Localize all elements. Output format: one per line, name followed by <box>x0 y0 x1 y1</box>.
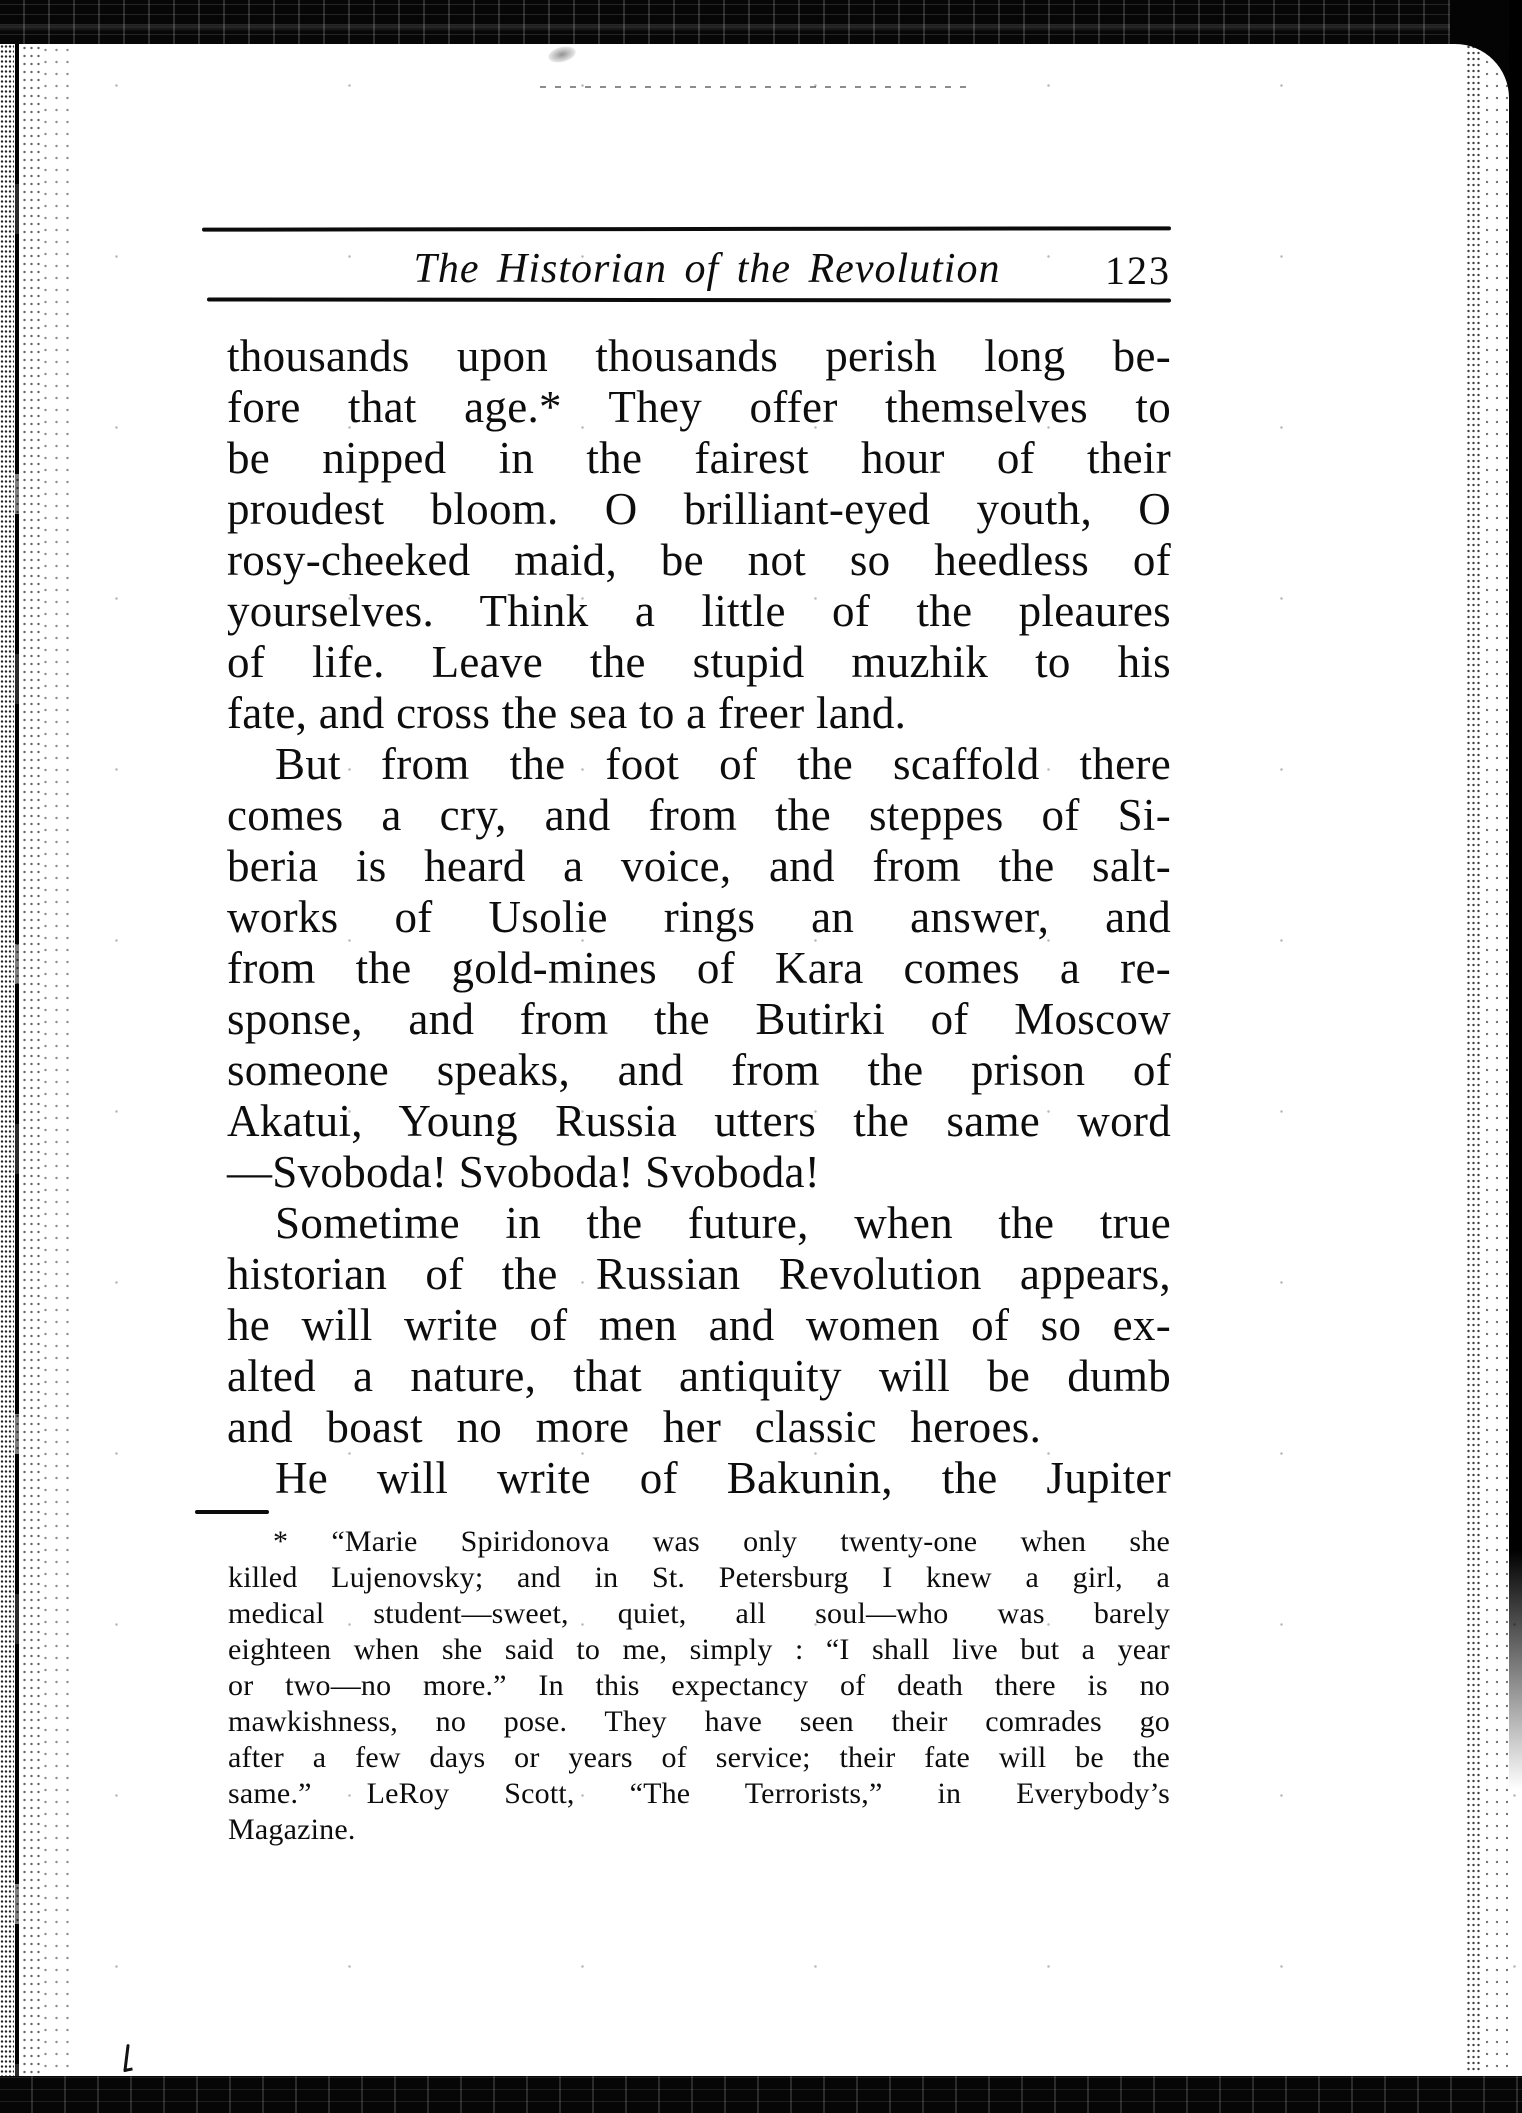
scan-edge-right-strip <box>1509 0 1522 1800</box>
footnote-line: killed Lujenovsky; and in St. Petersburg I knew a girl, a <box>228 1561 1170 1594</box>
footnote-line: medical student—sweet, quiet, all soul—who was barely <box>228 1597 1170 1630</box>
footnote-line: Magazine. <box>228 1813 356 1846</box>
text-line: He will write of Bakunin, the Jupiter <box>275 1453 1171 1503</box>
ink-smudge <box>547 44 578 65</box>
text-line: Sometime in the future, when the true <box>275 1198 1171 1248</box>
running-head <box>227 243 1171 299</box>
footnote-separator-rule <box>195 1510 269 1514</box>
text-line: comes a cry, and from the steppes of Si- <box>227 790 1171 840</box>
text-line: fore that age.* They offer themselves to <box>227 382 1171 432</box>
text-line: yourselves. Think a little of the pleaures <box>227 586 1171 636</box>
right-gutter-stipple <box>1466 44 1482 2073</box>
text-line: he will write of men and women of so ex- <box>227 1300 1171 1350</box>
text-line: sponse, and from the Butirki of Moscow <box>227 994 1171 1044</box>
scan-edge-top-band <box>0 0 1522 44</box>
ink-mark <box>123 2044 129 2072</box>
text-line: thousands upon thousands perish long be- <box>227 331 1171 381</box>
footnote-line: eighteen when she said to me, simply : “I shall live but a year <box>228 1633 1170 1666</box>
text-line: works of Usolie rings an answer, and <box>227 892 1171 942</box>
paragraph <box>227 1198 1171 1453</box>
text-line: But from the foot of the scaffold there <box>275 739 1171 789</box>
footnote-line: same.” LeRoy Scott, “The Terrorists,” in Everybody’s <box>228 1777 1170 1810</box>
text-line: beria is heard a voice, and from the salt- <box>227 841 1171 891</box>
footnote-line: after a few days or years of service; their fate will be the <box>228 1741 1170 1774</box>
text-line: from the gold-mines of Kara comes a re- <box>227 943 1171 993</box>
text-line: historian of the Russian Revolution appears, <box>227 1249 1171 1299</box>
footnote-line: * “Marie Spiridonova was only twenty-one when she <box>273 1525 1170 1558</box>
left-gutter-stipple <box>0 44 14 2076</box>
text-line: and boast no more her classic heroes. <box>227 1402 1042 1452</box>
right-gutter-stipple-sparse <box>1482 44 1508 2073</box>
text-line: —Svoboda! Svoboda! Svoboda! <box>227 1147 821 1197</box>
header-rule-bottom <box>207 297 1171 302</box>
text-line: fate, and cross the sea to a freer land. <box>227 688 907 738</box>
text-line: someone speaks, and from the prison of <box>227 1045 1171 1095</box>
header-rule-top <box>202 226 1171 231</box>
footnote <box>228 1524 1170 1848</box>
page-title: The Historian of the Revolution <box>413 246 1001 292</box>
left-gutter-stipple-sparse <box>40 44 74 2076</box>
text-line: proudest bloom. O brilliant-eyed youth, O <box>227 484 1171 534</box>
text-line: be nipped in the fairest hour of their <box>227 433 1171 483</box>
body-text <box>227 331 1171 1504</box>
left-gutter-shadow-line <box>15 44 19 2076</box>
footnote-line: mawkishness, no pose. They have seen their comrades go <box>228 1705 1170 1738</box>
scan-edge-frill <box>540 86 970 88</box>
paragraph <box>227 331 1171 739</box>
text-line: alted a nature, that antiquity will be dumb <box>227 1351 1171 1401</box>
scan-edge-bottom-band <box>0 2076 1522 2113</box>
footnote-line: or two—no more.” In this expectancy of death there is no <box>228 1669 1170 1702</box>
paragraph <box>227 1453 1171 1504</box>
text-line: rosy-cheeked maid, be not so heedless of <box>227 535 1171 585</box>
page-number: 123 <box>1105 248 1171 293</box>
text-line: of life. Leave the stupid muzhik to his <box>227 637 1171 687</box>
paragraph <box>227 739 1171 1198</box>
text-line: Akatui, Young Russia utters the same word <box>227 1096 1171 1146</box>
